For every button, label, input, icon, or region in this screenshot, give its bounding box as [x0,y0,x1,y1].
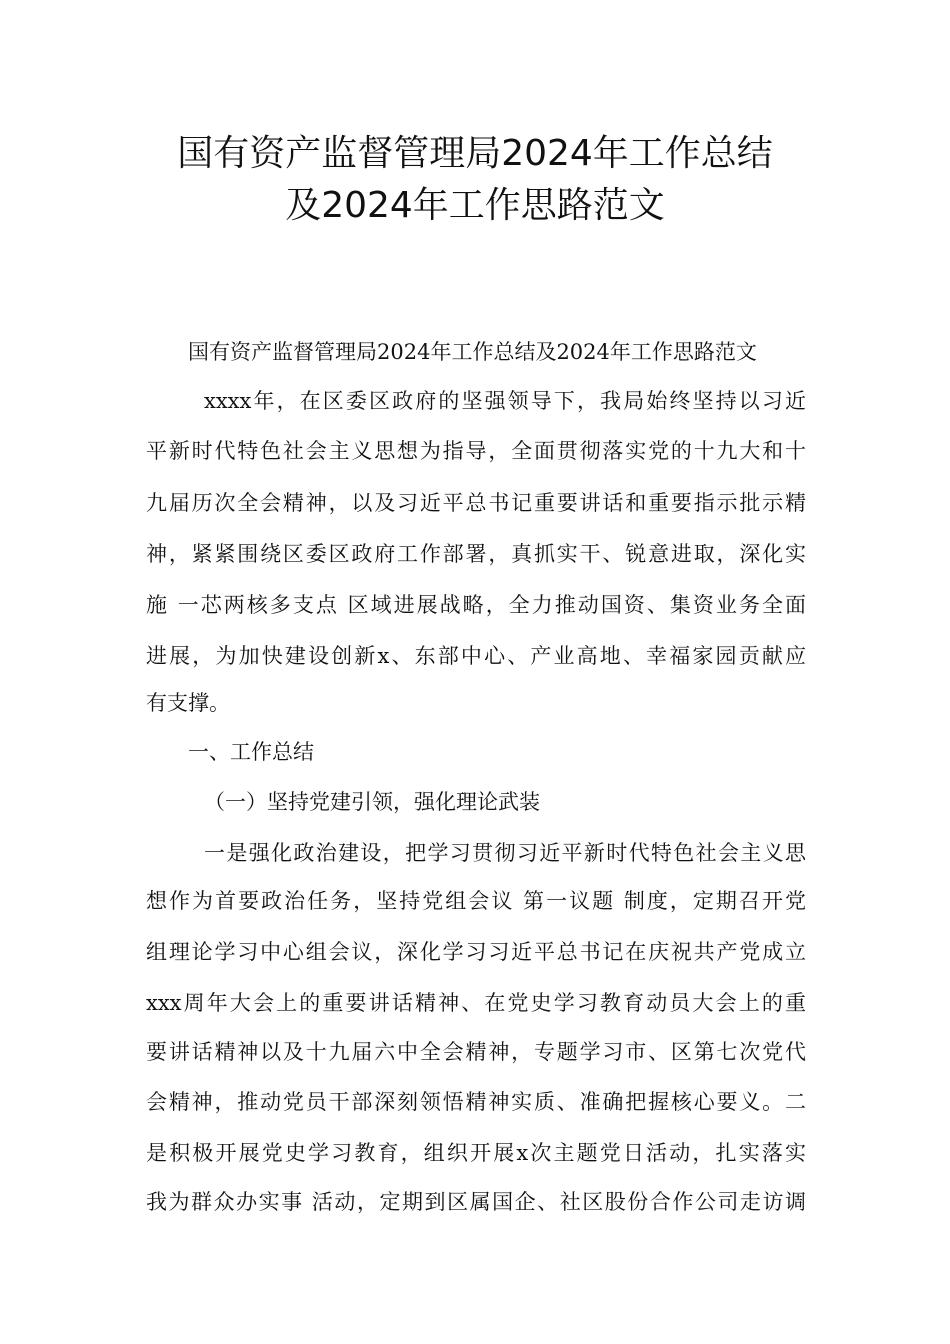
paragraph-line: 进展，为加快建设创新x、东部中心、产业高地、幸福家园贡献应 [146,644,806,668]
paragraph-line: 有支撑。 [146,691,230,715]
paragraph-line: xxxx年，在区委区政府的坚强领导下，我局始终坚持以习近 [204,389,806,413]
paragraph-line: 一是强化政治建设，把学习贯彻习近平新时代特色社会主义思 [204,841,806,865]
paragraph-line: 组理论学习中心组会议，深化学习习近平总书记在庆祝共产党成立 [146,940,806,964]
paragraph-line: 施 一芯两核多支点 区域进展战略，全力推动国资、集资业务全面 [146,593,806,617]
section-heading: 一、工作总结 [188,740,314,764]
document-title-line-1: 国有资产监督管理局2024年工作总结 [177,133,773,174]
paragraph-line: 我为群众办实事 活动，定期到区属国企、社区股份合作公司走访调 [146,1190,806,1214]
paragraph-line: xxx周年大会上的重要讲话精神、在党史学习教育动员大会上的重 [146,991,806,1015]
paragraph-line: 要讲话精神以及十九届六中全会精神，专题学习市、区第七次党代 [146,1040,806,1064]
paragraph-line: 平新时代特色社会主义思想为指导，全面贯彻落实党的十九大和十 [146,439,806,463]
paragraph-line: 是积极开展党史学习教育，组织开展x次主题党日活动，扎实落实 [146,1141,806,1165]
document-title-line-2: 及2024年工作思路范文 [285,185,665,226]
paragraph-line: 九届历次全会精神，以及习近平总书记重要讲话和重要指示批示精 [146,491,806,515]
paragraph-line: 想作为首要政治任务，坚持党组会议 第一议题 制度，定期召开党 [146,889,806,913]
subsection-heading: （一）坚持党建引领，强化理论武装 [204,790,540,814]
subtitle-paragraph: 国有资产监督管理局2024年工作总结及2024年工作思路范文 [188,340,757,364]
paragraph-line: 神，紧紧围绕区委区政府工作部署，真抓实干、锐意进取，深化实 [146,542,806,566]
paragraph-line: 会精神，推动党员干部深刻领悟精神实质、准确把握核心要义。二 [146,1090,806,1114]
